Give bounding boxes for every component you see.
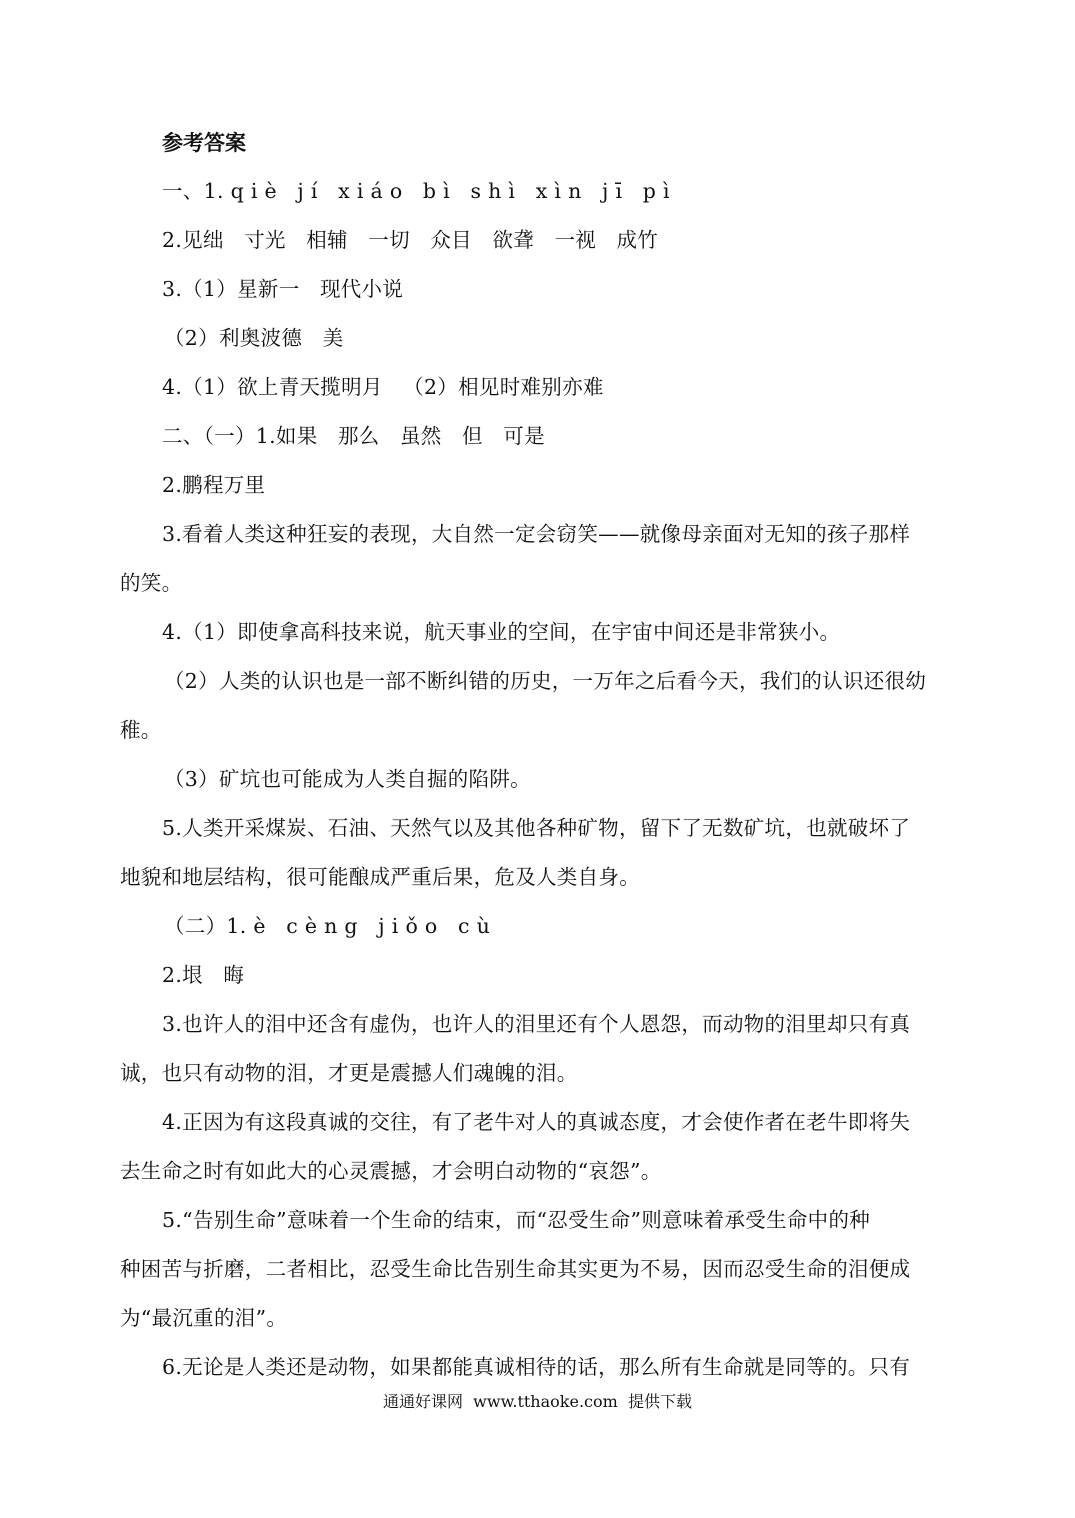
text-line: 4.正因为有这段真诚的交往，有了老牛对人的真诚态度，才会使作者在老牛即将失 xyxy=(162,1110,911,1134)
text-line: 2.鹏程万里 xyxy=(162,473,266,497)
text-line: 种困苦与折磨，二者相比，忍受生命比告别生命其实更为不易，因而忍受生命的泪便成 xyxy=(120,1257,911,1281)
text-line: （2）利奥波德 美 xyxy=(164,326,344,350)
text-line: 3.（1）星新一 现代小说 xyxy=(162,277,404,301)
text-line: 稚。 xyxy=(120,718,162,742)
text-line: 4.（1）欲上青天揽明月 （2）相见时难别亦难 xyxy=(162,375,604,399)
text-line: 6.无论是人类还是动物，如果都能真诚相待的话，那么所有生命就是同等的。只有 xyxy=(162,1355,911,1379)
text-line: （二）1. è c è n g j i ǒ o c ù xyxy=(164,914,491,938)
text-line: 的笑。 xyxy=(120,571,183,595)
text-line: 5.“告别生命”意味着一个生命的结束，而“忍受生命”则意味着承受生命中的种 xyxy=(162,1208,871,1232)
text-line: 为“最沉重的泪”。 xyxy=(120,1306,288,1330)
text-line: 地貌和地层结构，很可能酿成严重后果，危及人类自身。 xyxy=(120,865,640,889)
text-line: 5.人类开采煤炭、石油、天然气以及其他各种矿物，留下了无数矿坑，也就破坏了 xyxy=(162,816,911,840)
footer-credit: 通通好课网 www.tthaoke.com 提供下载 xyxy=(383,1392,692,1411)
text-line: 二、（一）1.如果 那么 虽然 但 可是 xyxy=(162,424,545,448)
text-line: （3）矿坑也可能成为人类自掘的陷阱。 xyxy=(164,767,531,791)
text-line: 2.见绌 寸光 相辅 一切 众目 欲聋 一视 成竹 xyxy=(162,228,659,252)
text-line: 2.垠 晦 xyxy=(162,963,245,987)
text-line: 去生命之时有如此大的心灵震撼，才会明白动物的“哀怨”。 xyxy=(120,1159,662,1183)
text-line: 3.也许人的泪中还含有虚伪，也许人的泪里还有个人恩怨，而动物的泪里却只有真 xyxy=(162,1012,911,1036)
text-line: 3.看着人类这种狂妄的表现，大自然一定会窃笑——就像母亲面对无知的孩子那样 xyxy=(162,522,911,546)
text-line: （2）人类的认识也是一部不断纠错的历史，一万年之后看今天，我们的认识还很幼 xyxy=(164,669,927,693)
text-line: 诚，也只有动物的泪，才更是震撼人们魂魄的泪。 xyxy=(120,1061,578,1085)
text-line: 一、1. q i è j í x i á o b ì s h ì x ì n j ī p ì xyxy=(162,179,670,203)
answer-heading: 参考答案 xyxy=(162,131,246,155)
text-line: 4.（1）即使拿高科技来说，航天事业的空间，在宇宙中间还是非常狭小。 xyxy=(162,620,841,644)
